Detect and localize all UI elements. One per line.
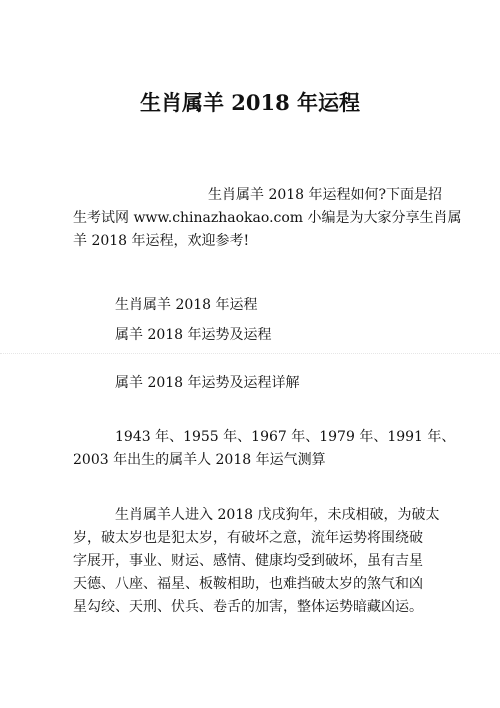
page-divider	[0, 353, 500, 354]
page-title: 生肖属羊 2018 年运程	[139, 90, 361, 115]
intro-paragraph	[73, 184, 462, 253]
intro-line-2: 生考试网 www.chinazhaokao.com 小编是为大家分享生肖属	[73, 210, 462, 226]
section-heading: 属羊 2018 年运势及运程详解	[115, 375, 300, 391]
body-line-3: 字展开，事业、财运、感情、健康均受到破坏，虽有吉星	[73, 553, 423, 569]
years-line-2: 2003 年出生的属羊人 2018 年运气测算	[73, 452, 326, 468]
years-paragraph	[73, 426, 456, 472]
body-line-5: 星勾绞、天刑、伏兵、卷舌的加害，整体运势暗藏凶运。	[73, 599, 423, 615]
body-line-2: 岁，破太岁也是犯太岁，有破坏之意，流年运势将围绕破	[73, 530, 423, 546]
intro-line-1: 生肖属羊 2018 年运程如何?下面是招	[208, 187, 443, 203]
toc-item-2: 属羊 2018 年运势及运程	[115, 327, 272, 343]
body-line-1: 生肖属羊人进入 2018 戊戌狗年，未戌相破，为破太	[115, 507, 440, 523]
table-of-contents	[115, 290, 272, 350]
body-line-4: 天德、八座、福星、板鞍相助，也难挡破太岁的煞气和凶	[73, 576, 423, 592]
years-line-1: 1943 年、1955 年、1967 年、1979 年、1991 年、	[115, 429, 456, 445]
toc-item-1: 生肖属羊 2018 年运程	[115, 297, 258, 313]
intro-line-3: 羊 2018 年运程，欢迎参考!	[73, 233, 250, 249]
body-paragraph	[73, 504, 440, 619]
